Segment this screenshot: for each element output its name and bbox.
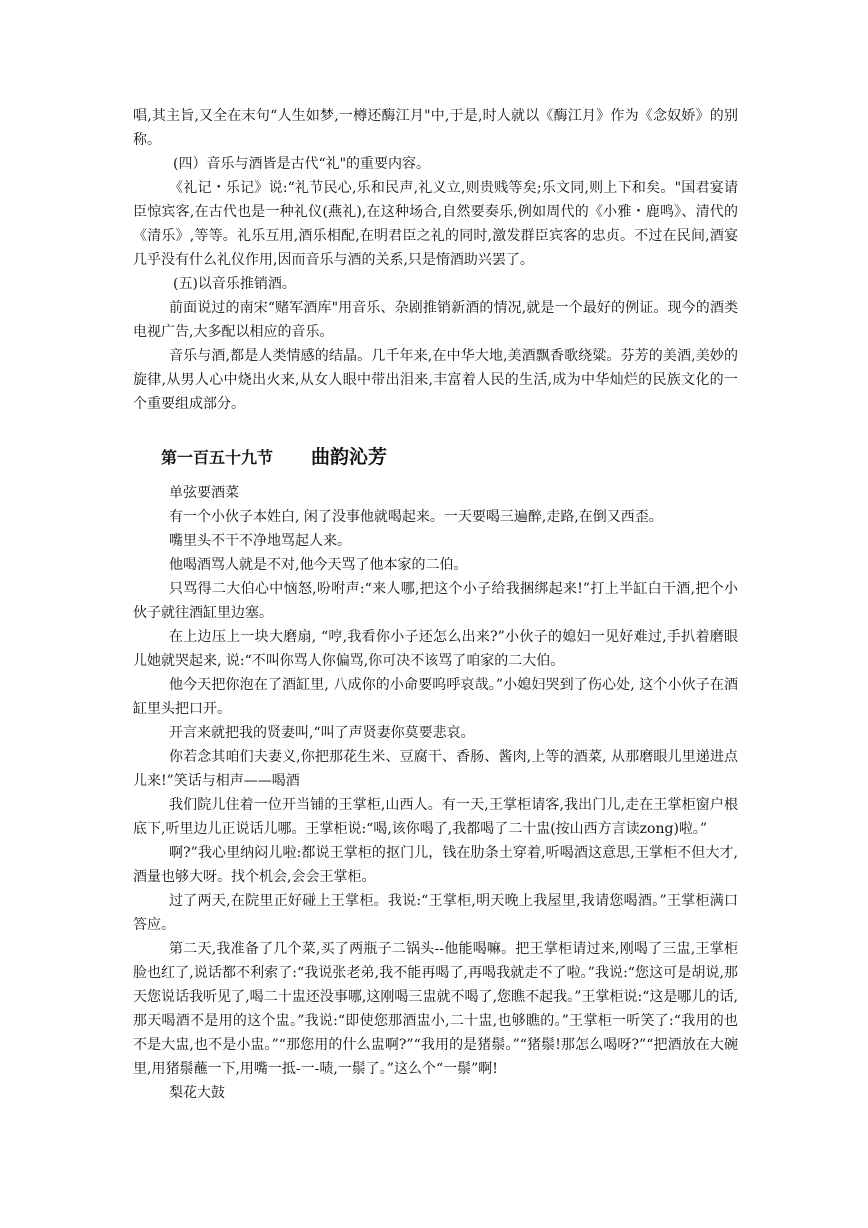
paragraph: 只骂得二大伯心中恼怒,吩咐声:“来人哪,把这个小子给我捆绑起来!”打上半缸白干酒,把个小伙子就往酒缸里边塞。: [133, 581, 738, 621]
document-body: [133, 104, 738, 1105]
paragraph: 嘴里头不干不净地骂起人来。: [169, 533, 351, 549]
paragraphs-after: [133, 481, 738, 1105]
paragraph: 音乐与酒,都是人类情感的结晶。几千年来,在中华大地,美酒飘香歌绕粱。芬芳的美酒,美妙的旋律,从男人心中烧出火来,从女人眼中带出泪来,丰富着人民的生活,成为中华灿烂的民族文化的一个重要组成部分。: [133, 348, 738, 412]
paragraphs-before: [133, 104, 738, 416]
paragraph: 你若念其咱们夫妻义,你把那花生米、豆腐干、香肠、酱肉,上等的酒菜, 从那磨眼儿里递进点儿来!”笑话与相声——喝酒: [133, 749, 738, 789]
paragraph: 他喝酒骂人就是不对,他今天骂了他本家的二伯。: [169, 557, 468, 573]
paragraph: 在上边压上一块大磨扇, “哼,我看你小子还怎么出来?”小伙子的媳妇一见好难过,手扒着磨眼儿她就哭起来, 说:“不叫你骂人你偏骂,你可决不该骂了咱家的二大伯。: [133, 629, 738, 669]
paragraph: 前面说过的南宋“赌军酒库"用音乐、杂剧推销新酒的情况,就是一个最好的例证。现今的酒类电视广告,大多配以相应的音乐。: [133, 300, 738, 340]
paragraph: 有一个小伙子本姓白, 闲了没事他就喝起来。一天要喝三遍醉,走路,在倒又西歪。: [169, 509, 663, 525]
paragraph: 单弦要酒菜: [169, 485, 239, 501]
paragraph: (五)以音乐推销酒。: [173, 276, 296, 292]
paragraph: 梨花大鼓: [169, 1085, 225, 1101]
section-number: 第一百五十九节: [161, 448, 274, 467]
paragraph: 《礼记・乐记》说:“礼节民心,乐和民声,礼义立,则贵贱等矣;乐文同,则上下和矣。"国君宴请臣惊宾客,在古代也是一种礼仪(燕礼),在这种场合,自然要奏乐,例如周代的《小雅・鹿鸣》、清代的《清乐》,等等。礼乐互用,酒乐相配,在明君臣之礼的同时,激发群臣宾客的忠贞。不过在民间,酒宴几乎没有什么礼仪作用,因而音乐与酒的关系,只是惰酒助兴罢了。: [133, 180, 738, 268]
paragraph: 过了两天,在院里正好碰上王掌柜。我说:“王掌柜,明天晚上我屋里,我请您喝酒。”王掌柜满口答应。: [133, 893, 738, 933]
paragraph: 唱,其主旨,又全在末句“人生如梦,一樽还酶江月"中,于是,时人就以《酶江月》作为《念奴娇》的别称。: [133, 108, 738, 148]
section-heading: [133, 442, 738, 469]
paragraph: 我们院儿住着一位开当铺的王掌柜,山西人。有一天,王掌柜请客,我出门儿,走在王掌柜窗户根底下,听里边儿正说话儿哪。王掌柜说:“喝,该你喝了,我都喝了二十盅(按山西方言读zong)啦。”: [133, 797, 738, 837]
paragraph: (四）音乐与酒皆是古代“礼"的重要内容。: [173, 156, 431, 172]
section-title: 曲韵沁芳: [311, 446, 388, 468]
paragraph: 开言来就把我的贤妻叫,“叫了声贤妻你莫要悲哀。: [169, 725, 475, 741]
paragraph: 啊?”我心里纳闷儿啦:都说王掌柜的抠门儿，钱在肋条土穿着,听喝酒这意思,王掌柜不但大才,酒量也够大呀。找个机会,会会王掌柜。: [133, 845, 738, 885]
paragraph: 第二天,我准备了几个菜,买了两瓶子二锅头--他能喝嘛。把王掌柜请过来,刚喝了三盅,王掌柜脸也红了,说话都不利索了:“我说张老弟,我不能再喝了,再喝我就走不了啦。”我说:“您这可是胡说,那天您说话我听见了,喝二十盅还没事哪,这刚喝三盅就不喝了,您瞧不起我。”王掌柜说:“这是哪儿的话,那天喝酒不是用的这个盅。”我说:“即使您那酒盅小,二十盅,也够瞧的。”王掌柜一听笑了:“我用的也不是大盅,也不是小盅。”“那您用的什么盅啊?”“我用的是猪鬃。”“猪鬃!那怎么喝呀?”“把酒放在大碗里,用猪鬃蘸一下,用嘴一抵-一-啧,一鬃了。”这么个“一鬃”啊!: [133, 941, 738, 1077]
paragraph: 他今天把你泡在了酒缸里, 八成你的小命要呜呼哀哉。”小媳妇哭到了伤心处, 这个小伙子在酒缸里头把口开。: [133, 677, 738, 717]
